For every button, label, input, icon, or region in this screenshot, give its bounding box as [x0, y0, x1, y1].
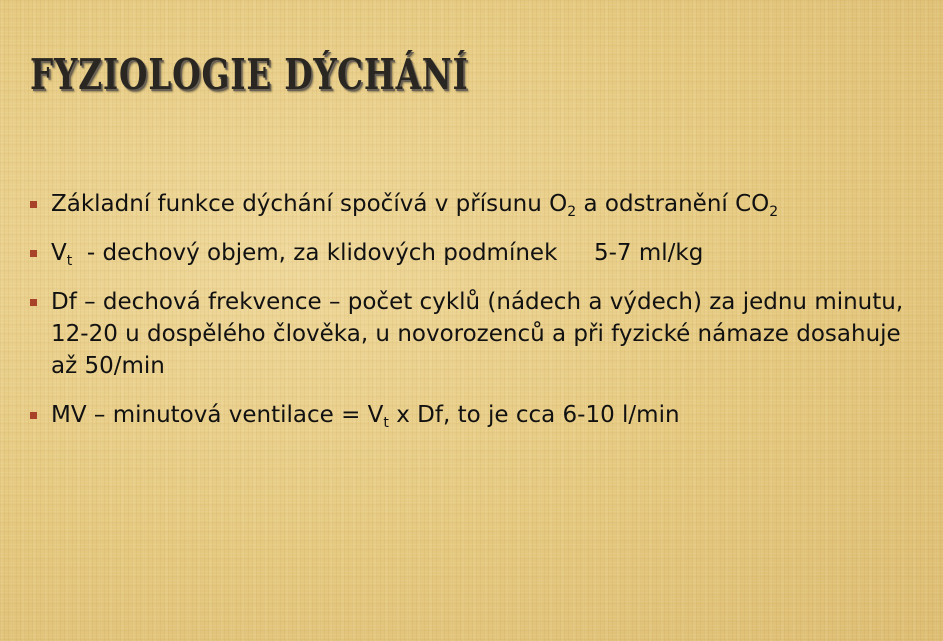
bullet-text: Základní funkce dýchání spočívá v přísunu O: [51, 191, 568, 217]
bullet-item-basic-function: [28, 188, 918, 220]
bullet-text: V: [51, 240, 67, 266]
slide-title: FYZIOLOGIE DÝCHÁNÍ: [30, 50, 469, 99]
square-bullet-icon: [30, 299, 37, 306]
bullet-text: - dechový objem, za klidových podmínek 5-7 ml/kg: [72, 240, 704, 266]
square-bullet-icon: [30, 201, 37, 208]
bullet-text: a odstranění CO: [576, 191, 770, 217]
square-bullet-icon: [30, 250, 37, 257]
bullet-text: Df – dechová frekvence – počet cyklů (nádech a výdech) za jednu minutu, 12-20 u dospělého člověka, u novorozenců a při fyzické námaze dosahuje až 50/min: [51, 289, 904, 379]
bullet-text: MV – minutová ventilace = V: [51, 402, 384, 428]
bullet-item-breathing-frequency: [28, 286, 918, 382]
bullet-item-minute-ventilation: [28, 399, 918, 431]
subscript: 2: [769, 204, 779, 220]
bullet-text: x Df, to je cca 6-10 l/min: [388, 402, 680, 428]
bullet-list: [28, 188, 918, 448]
bullet-item-tidal-volume: [28, 237, 918, 269]
subscript: t: [383, 415, 389, 431]
square-bullet-icon: [30, 412, 37, 419]
subscript: t: [66, 253, 73, 269]
subscript: 2: [567, 204, 577, 220]
